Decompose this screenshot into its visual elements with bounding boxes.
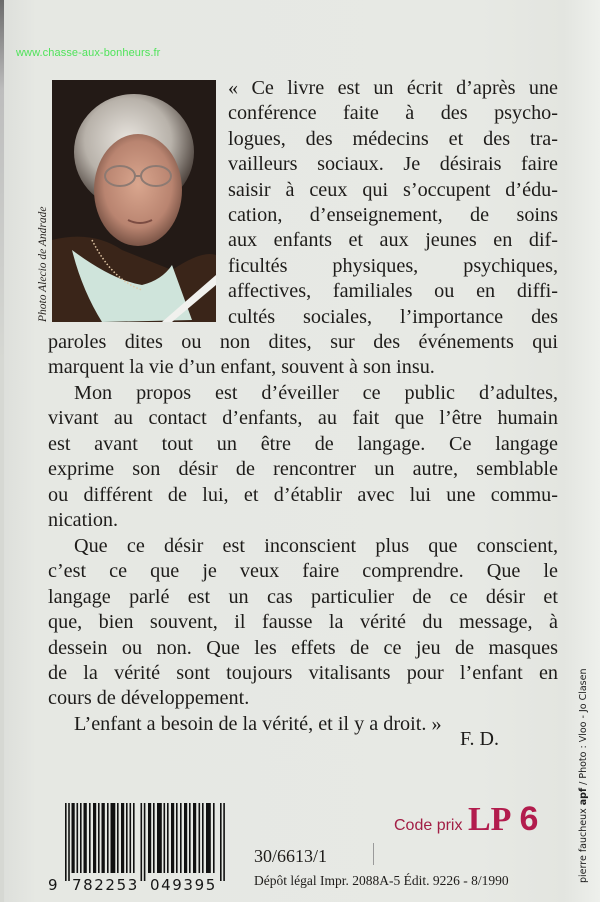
price-code-label: Code prix [394, 817, 463, 834]
text-line: cation, d’enseignement, de soins [228, 204, 558, 227]
price-code-number: 6 [519, 800, 539, 838]
text-line: paroles dites ou non dites, sur des événements qui [48, 331, 558, 353]
text-line: vailleurs sociaux. Je désirais faire [228, 153, 558, 176]
text-line: marquent la vie d’un enfant, souvent à son insu. [48, 356, 435, 379]
text-line: conférence faite à des psycho- [228, 102, 558, 125]
quote-paragraph-2 [48, 381, 558, 533]
text-line: exprime son désir de rencontrer un autre, semblable [48, 458, 558, 481]
cover-edge-shadow [0, 0, 4, 902]
text-line: aux enfants et aux jeunes en dif- [228, 229, 558, 252]
text-line: dessein ou non. Que les effets de ce jeu de masques [48, 636, 558, 659]
text-line: cultés sociales, l’importance des [228, 305, 558, 328]
quote-paragraph-1-full [48, 330, 558, 381]
quote-paragraph-1-wrapped [228, 76, 558, 330]
isbn-barcode [65, 803, 225, 883]
barcode-digits-left: 782253 [72, 876, 139, 894]
text-line: affectives, familiales ou en diffi- [228, 280, 558, 303]
author-photo [52, 80, 216, 322]
signature: F. D. [460, 728, 499, 750]
text-line: est avant tout un être de langage. Ce langage [48, 432, 558, 455]
cover-photo-credit: Photo : Vloo - Jo Clasen [578, 668, 589, 779]
text-line: ou différent de lui, et d’établir avec lui une commu- [48, 483, 558, 506]
text-line: saisir à ceux qui s’occupent d’édu- [228, 178, 558, 201]
text-line: L’enfant a besoin de la vérité, et il y a droit. » [74, 713, 442, 735]
legal-deposit: Dépôt légal Impr. 2088A-5 Édit. 9226 - 8/1990 [254, 873, 509, 888]
designer-name: pierre faucheux [578, 808, 589, 883]
portrait-image [52, 80, 216, 322]
barcode-digits-right: 049395 [150, 876, 217, 894]
text-line: nication. [48, 509, 119, 532]
text-line: cours de développement. [48, 687, 250, 710]
text-line: « Ce livre est un écrit d’après une [228, 77, 558, 99]
credit-separator: / [578, 778, 589, 788]
text-line: Que ce désir est inconscient plus que conscient, [74, 535, 558, 557]
text-line: vivant au contact d’enfants, au fait que l’être humain [48, 407, 558, 430]
text-line: de la vérité sont toujours vitalisants pour l’enfant en [48, 662, 558, 685]
text-line: logues, des médecins et des tra- [228, 127, 558, 150]
quote-paragraph-3 [48, 534, 558, 712]
photo-credit: Photo Alecio de Andrade [37, 206, 49, 322]
text-line: ficultés physiques, psychiques, [228, 254, 558, 277]
catalog-reference: 30/6613/1 [254, 846, 328, 866]
crop-mark [373, 843, 374, 865]
barcode-lead-digit: 9 [48, 876, 60, 894]
text-line: c’est ce que je veux faire comprendre. Que le [48, 560, 558, 583]
text-line: langage parlé est un cas particulier de ce désir et [48, 585, 558, 608]
design-photo-credit [578, 669, 589, 884]
text-line: que, bien souvent, il fausse la vérité du message, à [48, 611, 558, 634]
price-code-value [468, 800, 538, 839]
text-line: Mon propos est d’éveiller ce public d’adultes, [74, 382, 558, 404]
price-code-letters: LP [468, 801, 512, 838]
watermark-link[interactable]: www.chasse-aux-bonheurs.fr [16, 47, 161, 59]
designer-brand: apf [578, 787, 589, 806]
